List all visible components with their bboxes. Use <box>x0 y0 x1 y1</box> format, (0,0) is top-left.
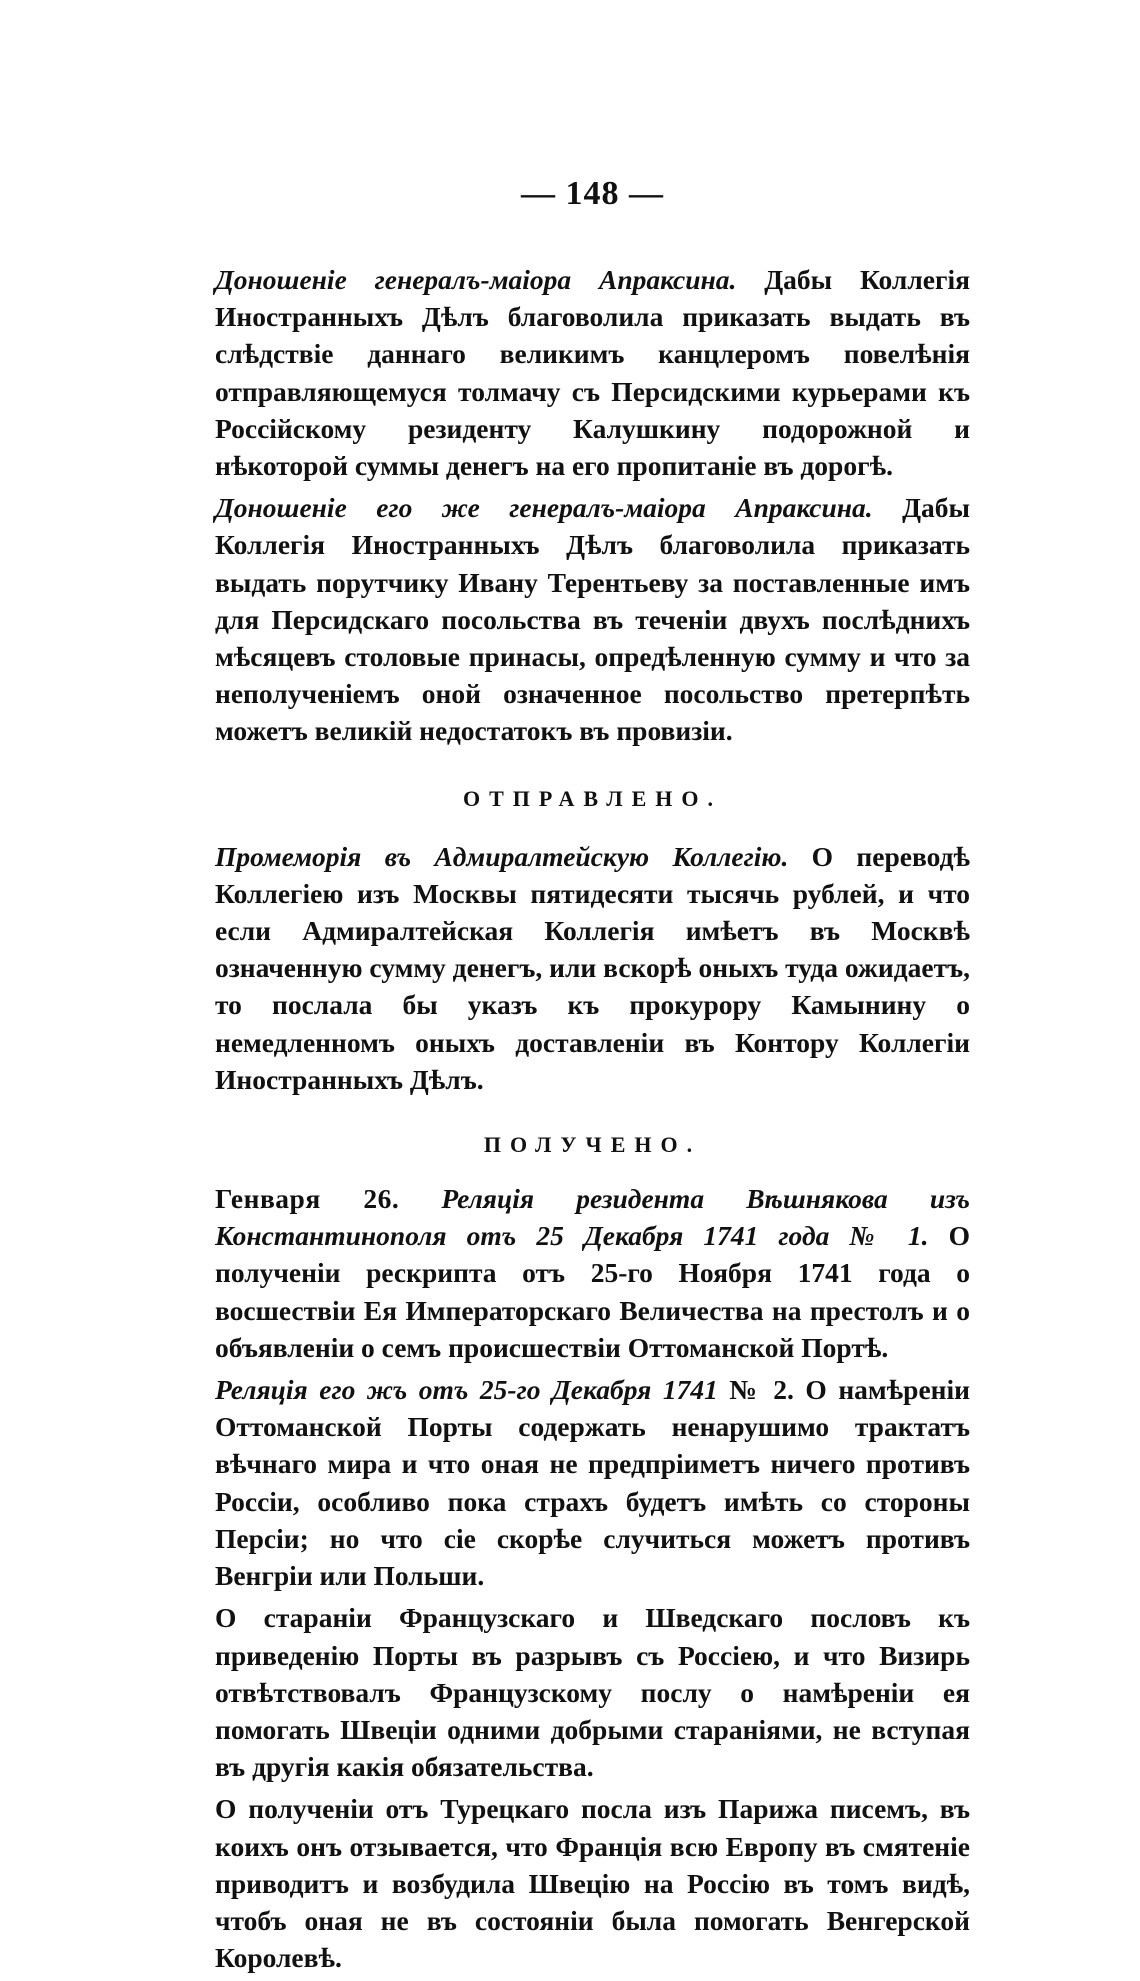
paragraph-letters: О полученіи отъ Турецкаго посла изъ Парижа писемъ, въ коихъ онъ отзывается, что Франція всю Европу въ смятеніе приводитъ и возбудила Швецію на Россію въ томъ видѣ, чтобъ оная не въ состояніи была помогать Венгерской Королевѣ. <box>215 1793 970 1974</box>
entry-date: Генваря 26. <box>215 1183 400 1215</box>
paragraph-apraksin-1 <box>215 261 970 484</box>
paragraph-promemoria <box>215 838 970 1098</box>
paragraph-text: О полученіи рескрипта отъ 25-го Ноября 1741 года о восшествіи Ея Императорскаго Величества на престолъ и о объявленіи о семъ происшествіи Оттоманской Портѣ. <box>215 1220 970 1363</box>
paragraph-relation-2 <box>215 1371 970 1594</box>
document-page <box>215 175 970 1981</box>
section-heading-sent: ОТПРАВЛЕНО. <box>462 785 723 811</box>
paragraph-text: Дабы Коллегія Иностранныхъ Дѣлъ благоволила приказать выдать порутчику Ивану Терентьеву за поставленные имъ для Персидскаго посольства въ теченіи двухъ послѣднихъ мѣсяцевъ столовые принасы, опредѣленную сумму и что за неполученіемъ оной означенное посольство претерпѣть можетъ великій недостатокъ въ провизіи. <box>215 492 971 747</box>
paragraph-lead: Промеморія въ Адмиралтейскую Коллегію. <box>215 840 789 872</box>
paragraph-apraksin-2 <box>215 489 970 749</box>
paragraph-lead: Реляція его жъ отъ 25-го Декабря 1741 <box>215 1374 718 1406</box>
paragraph-text: № 2. О намѣреніи Оттоманской Порты содержать ненарушимо трактатъ вѣчнаго мира и что оная не предпріиметъ ничего противъ Россіи, особливо пока страхъ будетъ имѣть со стороны Персіи; но что сіе скорѣе случиться можетъ противъ Венгріи или Польши. <box>215 1374 970 1592</box>
section-heading-received: ПОЛУЧЕНО. <box>483 1132 702 1158</box>
page-number: — 148 — <box>521 175 664 212</box>
paragraph-text: О переводѣ Коллегіею изъ Москвы пятидесяти тысячь рублей, и что если Адмиралтейская Коллегія имѣетъ въ Москвѣ означенную сумму денегъ, или вскорѣ оныхъ туда ожидаетъ, то послала бы указъ къ прокурору Камынину о немедленномъ оныхъ доставленіи въ Контору Коллегіи Иностранныхъ Дѣлъ. <box>215 840 970 1095</box>
paragraph-lead: Доношеніе его же генералъ-маіора Апраксина. <box>215 492 873 524</box>
paragraph-text: Дабы Коллегія Иностранныхъ Дѣлъ благоволила приказать выдать въ слѣдствіе даннаго великимъ канцлеромъ повелѣнія отправляющемуся толмачу съ Персидскими курьерами къ Россійскому резиденту Калушкину подорожной и нѣкоторой суммы денегъ на его пропитаніе въ дорогѣ. <box>215 264 970 482</box>
paragraph-envoys: О стараніи Французскаго и Шведскаго пословъ къ приведенію Порты въ разрывъ съ Россіею, и что Визирь отвѣтствовалъ Французскому послу о намѣреніи ея помогать Швеціи одними добрыми стараніями, не вступая въ другія какія обязательства. <box>215 1602 970 1783</box>
paragraph-relation-1 <box>215 1180 970 1366</box>
paragraph-lead: Реляція резидента Вѣшнякова изъ Константинополя отъ 25 Декабря 1741 года № 1. <box>215 1183 970 1252</box>
paragraph-lead: Доношеніе генералъ-маіора Апраксина. <box>215 264 737 295</box>
